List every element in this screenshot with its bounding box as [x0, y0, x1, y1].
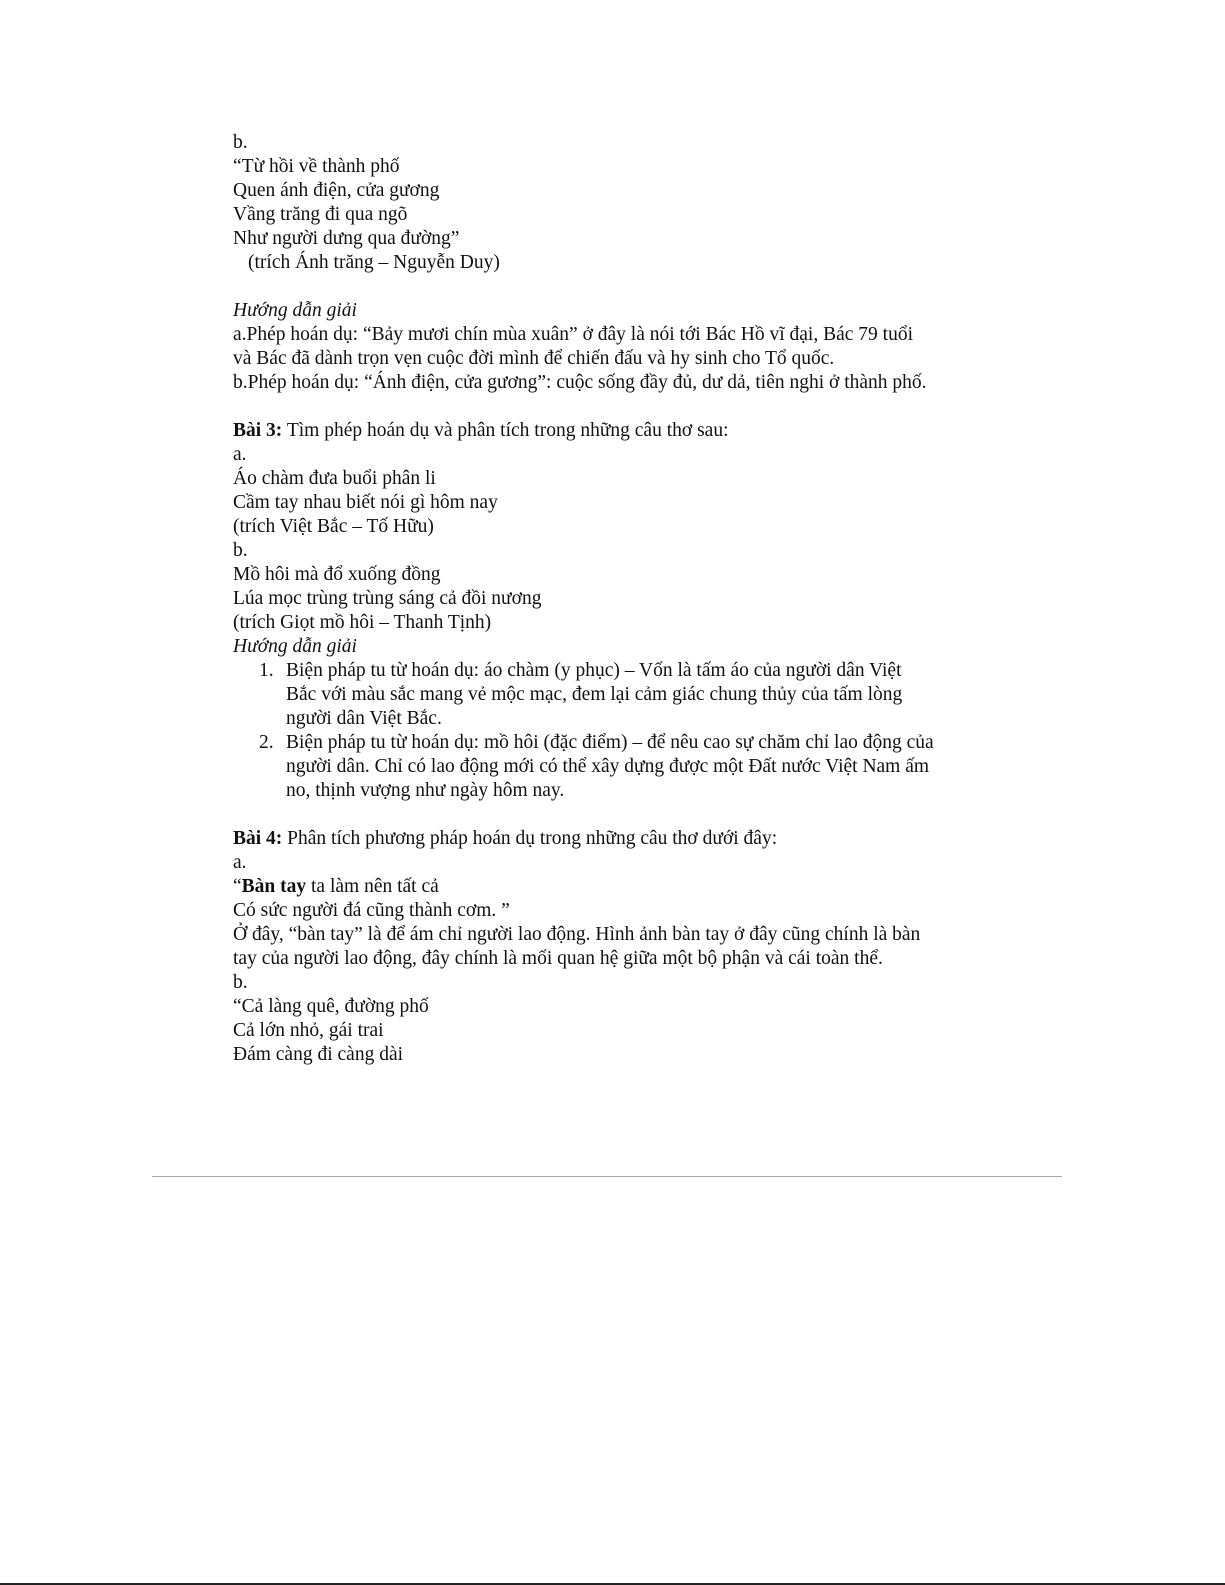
exercise-4-a-label: a. [233, 852, 247, 873]
exercise-4-b-label: b. [233, 972, 248, 993]
poem-line: Cầm tay nhau biết nói gì hôm nay [233, 492, 498, 513]
poem-line: Vầng trăng đi qua ngõ [233, 204, 408, 225]
answer-line: người dân. Chỉ có lao động mới có thể xây dựng được một Đất nước Việt Nam ấm [286, 756, 930, 777]
poem-label: b. [233, 132, 248, 153]
explanation-line: Ở đây, “bàn tay” là để ám chỉ người lao động. Hình ảnh bàn tay ở đây cũng chính là bàn [233, 924, 921, 945]
answer-number: 1. [259, 660, 274, 681]
poem-line: Như người dưng qua đường” [233, 228, 460, 249]
page-content [233, 131, 993, 1067]
guide-a-line: a.Phép hoán dụ: “Bảy mươi chín mùa xuân” ở đây là nói tới Bác Hồ vĩ đại, Bác 79 tuổi [233, 324, 913, 345]
exercise-3-b-label: b. [233, 540, 248, 561]
guide-heading: Hướng dẫn giải [233, 636, 357, 657]
answer-item [233, 659, 993, 731]
poem-line [233, 875, 993, 899]
poem-line: Mồ hôi mà đổ xuống đồng [233, 564, 441, 585]
answer-list [233, 659, 993, 803]
page-divider [152, 1176, 1062, 1177]
poem-line: “Cả làng quê, đường phố [233, 996, 429, 1017]
poem-source: (trích Việt Bắc – Tố Hữu) [233, 516, 434, 537]
exercise-4-prompt: Phân tích phương pháp hoán dụ trong những câu thơ dưới đây: [282, 828, 778, 849]
poem-line: Lúa mọc trùng trùng sáng cả đồi nương [233, 588, 542, 609]
explanation-line: tay của người lao động, đây chính là mối quan hệ giữa một bộ phận và cái toàn thể. [233, 948, 883, 969]
quote-mark: “ [233, 876, 242, 897]
exercise-3-title [233, 419, 993, 443]
poem-source: (trích Ánh trăng – Nguyễn Duy) [248, 252, 500, 273]
answer-line: người dân Việt Bắc. [286, 708, 442, 729]
guide-heading: Hướng dẫn giải [233, 300, 357, 321]
answer-line: no, thịnh vượng như ngày hôm nay. [286, 780, 565, 801]
poem-line: Cả lớn nhỏ, gái trai [233, 1020, 384, 1041]
poem-line: Đám càng đi càng dài [233, 1044, 404, 1065]
poem-line: Có sức người đá cũng thành cơm. ” [233, 900, 510, 921]
guide-b-line: b.Phép hoán dụ: “Ánh điện, cửa gương”: cuộc sống đầy đủ, dư dả, tiên nghi ở thành phố. [233, 372, 927, 393]
answer-number: 2. [259, 732, 274, 753]
exercise-3-prompt: Tìm phép hoán dụ và phân tích trong những câu thơ sau: [282, 420, 729, 441]
poem-line: Áo chàm đưa buổi phân li [233, 468, 436, 489]
exercise-3-number: Bài 3: [233, 420, 283, 441]
poem-line-rest: ta làm nên tất cả [306, 876, 439, 897]
answer-line: Bắc với màu sắc mang vẻ mộc mạc, đem lại cảm giác chung thủy của tấm lòng [286, 684, 903, 705]
exercise-4-title [233, 827, 993, 851]
poem-source: (trích Giọt mồ hôi – Thanh Tịnh) [233, 612, 492, 633]
answer-line: Biện pháp tu từ hoán dụ: mồ hôi (đặc điểm) – để nêu cao sự chăm chỉ lao động của [286, 732, 934, 753]
exercise-4-number: Bài 4: [233, 828, 283, 849]
poem-line: “Từ hồi về thành phố [233, 156, 400, 177]
answer-item [233, 731, 993, 803]
poem-line: Quen ánh điện, cửa gương [233, 180, 440, 201]
exercise-3-a-label: a. [233, 444, 247, 465]
emphasis-text: Bàn tay [241, 876, 307, 897]
answer-line: Biện pháp tu từ hoán dụ: áo chàm (y phục) – Vốn là tấm áo của người dân Việt [286, 660, 902, 681]
guide-a-line: và Bác đã dành trọn vẹn cuộc đời mình để chiến đấu và hy sinh cho Tổ quốc. [233, 348, 835, 369]
